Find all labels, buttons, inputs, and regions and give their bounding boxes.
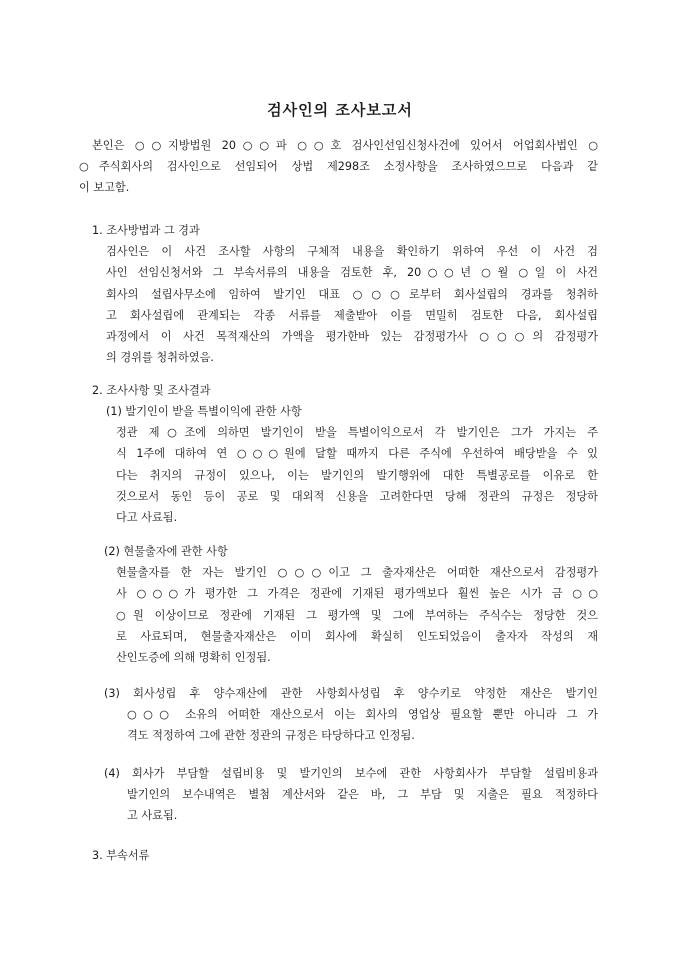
intro-paragraph-cont	[79, 156, 598, 199]
item-3-body	[104, 683, 598, 704]
section-1-line: 사인 선임신청서와 그 부속서류의 내용을 검토한 후, 20○○년 ○월 ○일 이 사건	[106, 266, 598, 280]
item-2-line: 산인도증에 의해 명확히 인정됨.	[116, 651, 271, 665]
item-1-line: 다는 취지의 규정이 있으나, 이는 발기인의 발기행위에 대한 특별공로를 이유로 한	[116, 468, 598, 482]
section-1-line: 의 경위를 청취하였음.	[106, 351, 214, 365]
item-2-line: 사 ○○○가 평가한 그 가격은 정관에 기재된 평가액보다 훨씬 높은 시가 금 ○○	[116, 587, 598, 601]
item-1-line: 식 1주에 대하여 연 ○○○원에 달할 때까지 다른 주식에 우선하여 배당받을 수 있	[116, 447, 598, 461]
page-title: 검사인의 조사보고서	[267, 101, 413, 119]
item-3-line: (3) 회사성립 후 양수재산에 관한 사항회사성립 후 양수키로 약정한 재산은 발기인	[104, 687, 598, 700]
item-2-line: 로 사료되며, 현물출자재산은 이미 회사에 확실히 인도되었음이 출자자 작성의 재	[116, 629, 598, 643]
item-1-line: 다고 사료됨.	[116, 511, 178, 525]
item-2-line: ○원 이상이므로 정관에 기재된 그 평가액 및 그에 부여하는 주식수는 정당한 것으	[116, 608, 598, 622]
item-3-line: ○○○ 소유의 어떠한 재산으로서 이는 회사의 영업상 필요할 뿐만 아니라 그 가	[127, 708, 598, 721]
item-2-line: 현물출자를 한 자는 발기인 ○○○이고 그 출자재산은 어떠한 재산으로서 감정평가	[116, 566, 598, 579]
intro-line: ○주식회사의 검사인으로 선임되어 상법 제298조 소정사항을 조사하였으므로 다음과 같	[79, 160, 598, 173]
section-2-heading: 2. 조사사항 및 조사결과	[92, 384, 211, 397]
item-1-heading: (1) 발기인이 받을 특별이익에 관한 사항	[106, 405, 302, 418]
item-4-body-cont	[127, 784, 598, 827]
section-1-heading: 1. 조사방법과 그 경과	[92, 224, 200, 237]
section-1-line: 회사의 설립사무소에 임하여 발기인 대표 ○○○로부터 회사설립의 경과를 청취하	[106, 287, 598, 301]
item-1-line: 정관 제○조에 의하면 발기인이 받을 특별이익으로서 각 발기인은 그가 가지는 주	[116, 426, 598, 439]
intro-paragraph	[92, 135, 598, 156]
item-1-line: 것으로서 동인 등이 공로 및 대외적 신용을 고려한다면 당해 정관의 규정은 정당하	[116, 489, 598, 503]
item-4-line: 발기인의 보수내역은 별첨 계산서와 같은 바, 그 부담 및 지출은 필요 적정하다	[127, 788, 598, 801]
section-1-line: 과정에서 이 사건 목적재산의 가액을 평가한바 있는 감정평가사 ○○○의 감정평가	[106, 330, 598, 344]
intro-line: 이 보고함.	[79, 181, 130, 195]
section-1-line: 고 회사설립에 관계되는 각종 서류를 제출받아 이를 면밀히 검토한 다음, 회사설립	[106, 308, 598, 322]
item-2-heading: (2) 현물출자에 관한 사항	[104, 545, 228, 558]
item-2-body	[116, 562, 598, 668]
section-3-heading: 3. 부속서류	[92, 849, 150, 862]
item-4-line: (4) 회사가 부담할 설립비용 및 발기인의 보수에 관한 사항회사가 부담할 설립비용과	[104, 767, 598, 780]
intro-line: 본인은 ○○지방법원 20○○파 ○○호 검사인선임신청사건에 있어서 어업회사법인 ○	[92, 139, 598, 152]
section-1-body	[106, 241, 598, 369]
section-1-line: 검사인은 이 사건 조사할 사항의 구체적 내용을 확인하기 위하여 우선 이 사건 검	[106, 245, 598, 258]
item-1-body	[116, 422, 598, 528]
item-4-body	[104, 763, 598, 784]
item-3-line: 격도 적정하여 그에 관한 정관의 규정은 타당하다고 인정됨.	[127, 729, 415, 743]
item-4-line: 고 사료됨.	[127, 809, 178, 823]
item-3-body-cont	[127, 704, 598, 747]
